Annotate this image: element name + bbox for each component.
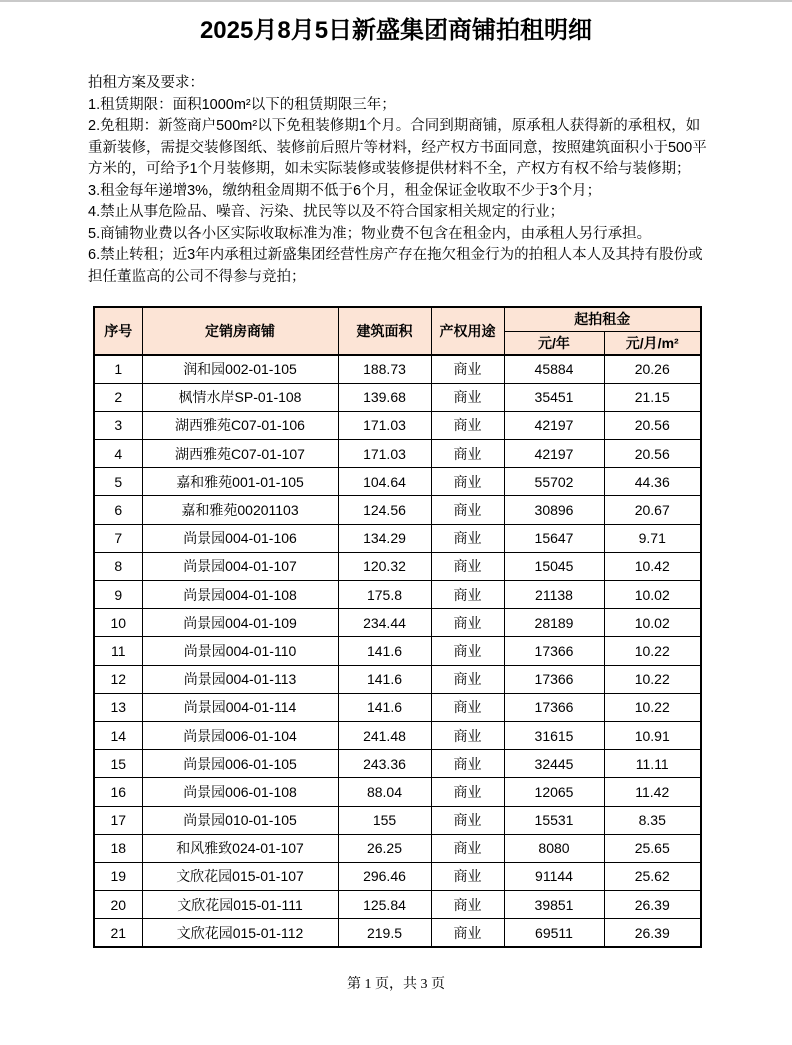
- cell-rent-year: 17366: [504, 693, 604, 721]
- cell-seq: 4: [94, 440, 142, 468]
- rent-table-container: [93, 306, 792, 948]
- table-row: [94, 496, 701, 524]
- cell-usage: 商业: [431, 440, 504, 468]
- cell-area: 234.44: [338, 609, 431, 637]
- table-body: [94, 355, 701, 947]
- page-number: 第 1 页，共 3 页: [347, 976, 445, 992]
- table-row: [94, 721, 701, 749]
- cell-usage: 商业: [431, 496, 504, 524]
- cell-usage: 商业: [431, 891, 504, 919]
- cell-area: 134.29: [338, 524, 431, 552]
- cell-rent-year: 8080: [504, 834, 604, 862]
- cell-rent-month-sqm: 25.62: [604, 862, 701, 890]
- cell-rent-month-sqm: 11.42: [604, 778, 701, 806]
- cell-shop: 文欣花园015-01-112: [142, 919, 338, 947]
- cell-seq: 1: [94, 355, 142, 383]
- cell-area: 241.48: [338, 721, 431, 749]
- cell-usage: 商业: [431, 383, 504, 411]
- cell-usage: 商业: [431, 665, 504, 693]
- cell-area: 139.68: [338, 383, 431, 411]
- cell-rent-month-sqm: 10.42: [604, 552, 701, 580]
- cell-usage: 商业: [431, 637, 504, 665]
- cell-rent-year: 31615: [504, 721, 604, 749]
- cell-rent-month-sqm: 10.22: [604, 637, 701, 665]
- cell-area: 120.32: [338, 552, 431, 580]
- cell-rent-year: 35451: [504, 383, 604, 411]
- table-row: [94, 440, 701, 468]
- cell-area: 88.04: [338, 778, 431, 806]
- cell-shop: 尚景园004-01-106: [142, 524, 338, 552]
- cell-area: 296.46: [338, 862, 431, 890]
- table-row: [94, 919, 701, 947]
- cell-seq: 19: [94, 862, 142, 890]
- cell-rent-month-sqm: 10.22: [604, 665, 701, 693]
- cell-area: 141.6: [338, 693, 431, 721]
- cell-shop: 湖西雅苑C07-01-107: [142, 440, 338, 468]
- cell-rent-year: 69511: [504, 919, 604, 947]
- cell-seq: 8: [94, 552, 142, 580]
- cell-usage: 商业: [431, 750, 504, 778]
- cell-area: 141.6: [338, 637, 431, 665]
- cell-area: 219.5: [338, 919, 431, 947]
- cell-area: 125.84: [338, 891, 431, 919]
- note-item-6: 6.禁止转租；近3年内承租过新盛集团经营性房产存在拖欠租金行为的拍租人本人及其持有股份或担任董监高的公司不得参与竞拍；: [88, 247, 703, 285]
- cell-seq: 14: [94, 721, 142, 749]
- table-row: [94, 609, 701, 637]
- cell-usage: 商业: [431, 609, 504, 637]
- cell-seq: 18: [94, 834, 142, 862]
- cell-area: 188.73: [338, 355, 431, 383]
- cell-area: 124.56: [338, 496, 431, 524]
- cell-rent-month-sqm: 20.26: [604, 355, 701, 383]
- header-shop: 定销房商铺: [142, 307, 338, 355]
- table-row: [94, 411, 701, 439]
- cell-rent-month-sqm: 44.36: [604, 468, 701, 496]
- cell-rent-month-sqm: 11.11: [604, 750, 701, 778]
- table-row: [94, 862, 701, 890]
- cell-rent-month-sqm: 25.65: [604, 834, 701, 862]
- cell-rent-month-sqm: 9.71: [604, 524, 701, 552]
- cell-rent-month-sqm: 10.02: [604, 581, 701, 609]
- table-row: [94, 355, 701, 383]
- cell-rent-month-sqm: 26.39: [604, 891, 701, 919]
- header-rent-group: 起拍租金: [504, 307, 701, 331]
- cell-seq: 16: [94, 778, 142, 806]
- note-item-3: 3.租金每年递增3%，缴纳租金周期不低于6个月，租金保证金收取不少于3个月；: [88, 182, 602, 199]
- cell-usage: 商业: [431, 919, 504, 947]
- cell-rent-month-sqm: 26.39: [604, 919, 701, 947]
- cell-area: 171.03: [338, 411, 431, 439]
- header-usage: 产权用途: [431, 307, 504, 355]
- table-row: [94, 581, 701, 609]
- table-row: [94, 834, 701, 862]
- table-header: [94, 307, 701, 355]
- cell-seq: 9: [94, 581, 142, 609]
- cell-shop: 枫情水岸SP-01-108: [142, 383, 338, 411]
- header-area: 建筑面积: [338, 307, 431, 355]
- cell-seq: 13: [94, 693, 142, 721]
- cell-rent-year: 12065: [504, 778, 604, 806]
- cell-usage: 商业: [431, 468, 504, 496]
- cell-rent-year: 42197: [504, 411, 604, 439]
- cell-seq: 6: [94, 496, 142, 524]
- header-rent-month-sqm: 元/月/m²: [604, 331, 701, 355]
- cell-rent-year: 17366: [504, 637, 604, 665]
- cell-usage: 商业: [431, 552, 504, 580]
- cell-shop: 嘉和雅苑001-01-105: [142, 468, 338, 496]
- cell-usage: 商业: [431, 524, 504, 552]
- cell-shop: 尚景园004-01-108: [142, 581, 338, 609]
- cell-seq: 17: [94, 806, 142, 834]
- cell-shop: 润和园002-01-105: [142, 355, 338, 383]
- cell-rent-year: 91144: [504, 862, 604, 890]
- cell-shop: 尚景园004-01-109: [142, 609, 338, 637]
- note-item-1: 1.租赁期限：面积1000m²以下的租赁期限三年；: [88, 96, 396, 113]
- table-row: [94, 750, 701, 778]
- cell-rent-month-sqm: 20.67: [604, 496, 701, 524]
- cell-usage: 商业: [431, 693, 504, 721]
- cell-shop: 文欣花园015-01-107: [142, 862, 338, 890]
- table-row: [94, 778, 701, 806]
- table-row: [94, 891, 701, 919]
- cell-area: 175.8: [338, 581, 431, 609]
- cell-usage: 商业: [431, 778, 504, 806]
- cell-usage: 商业: [431, 834, 504, 862]
- cell-rent-year: 42197: [504, 440, 604, 468]
- note-item-2: 2.免租期：新签商户500m²以下免租装修期1个月。合同到期商铺，原承租人获得新的承租权，如重新装修，需提交装修图纸、装修前后照片等材料，经产权方书面同意，按照建筑面积小于500平方米的，可给予1个月装修期，如未实际装修或装修提供材料不全，产权方有权不给与装修期；: [88, 118, 707, 177]
- note-item-5: 5.商铺物业费以各小区实际收取标准为准；物业费不包含在租金内，由承租人另行承担。: [88, 225, 652, 242]
- cell-usage: 商业: [431, 806, 504, 834]
- cell-rent-year: 15647: [504, 524, 604, 552]
- cell-rent-year: 21138: [504, 581, 604, 609]
- page-title: 2025月8月5日新盛集团商铺拍租明细: [199, 17, 593, 44]
- cell-rent-year: 55702: [504, 468, 604, 496]
- cell-shop: 和风雅致024-01-107: [142, 834, 338, 862]
- table-row: [94, 693, 701, 721]
- cell-shop: 尚景园010-01-105: [142, 806, 338, 834]
- cell-rent-year: 39851: [504, 891, 604, 919]
- cell-rent-year: 32445: [504, 750, 604, 778]
- cell-shop: 尚景园006-01-105: [142, 750, 338, 778]
- cell-rent-month-sqm: 10.91: [604, 721, 701, 749]
- cell-shop: 湖西雅苑C07-01-106: [142, 411, 338, 439]
- cell-seq: 2: [94, 383, 142, 411]
- cell-area: 155: [338, 806, 431, 834]
- cell-shop: 尚景园006-01-104: [142, 721, 338, 749]
- cell-area: 243.36: [338, 750, 431, 778]
- cell-rent-month-sqm: 10.02: [604, 609, 701, 637]
- cell-shop: 尚景园006-01-108: [142, 778, 338, 806]
- cell-rent-month-sqm: 10.22: [604, 693, 701, 721]
- header-seq: 序号: [94, 307, 142, 355]
- rental-requirements: [88, 73, 708, 288]
- table-row: [94, 806, 701, 834]
- cell-shop: 尚景园004-01-114: [142, 693, 338, 721]
- cell-seq: 5: [94, 468, 142, 496]
- cell-rent-year: 45884: [504, 355, 604, 383]
- cell-area: 104.64: [338, 468, 431, 496]
- table-row: [94, 637, 701, 665]
- cell-rent-year: 28189: [504, 609, 604, 637]
- cell-shop: 尚景园004-01-107: [142, 552, 338, 580]
- rent-table: [93, 306, 702, 948]
- cell-shop: 嘉和雅苑00201103: [142, 496, 338, 524]
- note-item-4: 4.禁止从事危险品、噪音、污染、扰民等以及不符合国家相关规定的行业；: [88, 204, 565, 220]
- cell-rent-year: 15531: [504, 806, 604, 834]
- cell-seq: 21: [94, 919, 142, 947]
- cell-rent-month-sqm: 20.56: [604, 440, 701, 468]
- cell-rent-month-sqm: 20.56: [604, 411, 701, 439]
- cell-usage: 商业: [431, 581, 504, 609]
- cell-usage: 商业: [431, 411, 504, 439]
- cell-rent-year: 30896: [504, 496, 604, 524]
- cell-seq: 12: [94, 665, 142, 693]
- cell-shop: 尚景园004-01-110: [142, 637, 338, 665]
- cell-usage: 商业: [431, 355, 504, 383]
- table-row: [94, 468, 701, 496]
- table-row: [94, 665, 701, 693]
- table-row: [94, 524, 701, 552]
- cell-seq: 20: [94, 891, 142, 919]
- cell-seq: 15: [94, 750, 142, 778]
- cell-seq: 10: [94, 609, 142, 637]
- cell-area: 171.03: [338, 440, 431, 468]
- cell-rent-year: 15045: [504, 552, 604, 580]
- cell-shop: 文欣花园015-01-111: [142, 891, 338, 919]
- cell-shop: 尚景园004-01-113: [142, 665, 338, 693]
- cell-seq: 11: [94, 637, 142, 665]
- notes-heading: 拍租方案及要求：: [88, 75, 204, 91]
- table-row: [94, 552, 701, 580]
- cell-seq: 7: [94, 524, 142, 552]
- cell-seq: 3: [94, 411, 142, 439]
- cell-area: 141.6: [338, 665, 431, 693]
- cell-area: 26.25: [338, 834, 431, 862]
- cell-rent-month-sqm: 21.15: [604, 383, 701, 411]
- cell-rent-year: 17366: [504, 665, 604, 693]
- cell-rent-month-sqm: 8.35: [604, 806, 701, 834]
- cell-usage: 商业: [431, 862, 504, 890]
- cell-usage: 商业: [431, 721, 504, 749]
- table-row: [94, 383, 701, 411]
- header-rent-year: 元/年: [504, 331, 604, 355]
